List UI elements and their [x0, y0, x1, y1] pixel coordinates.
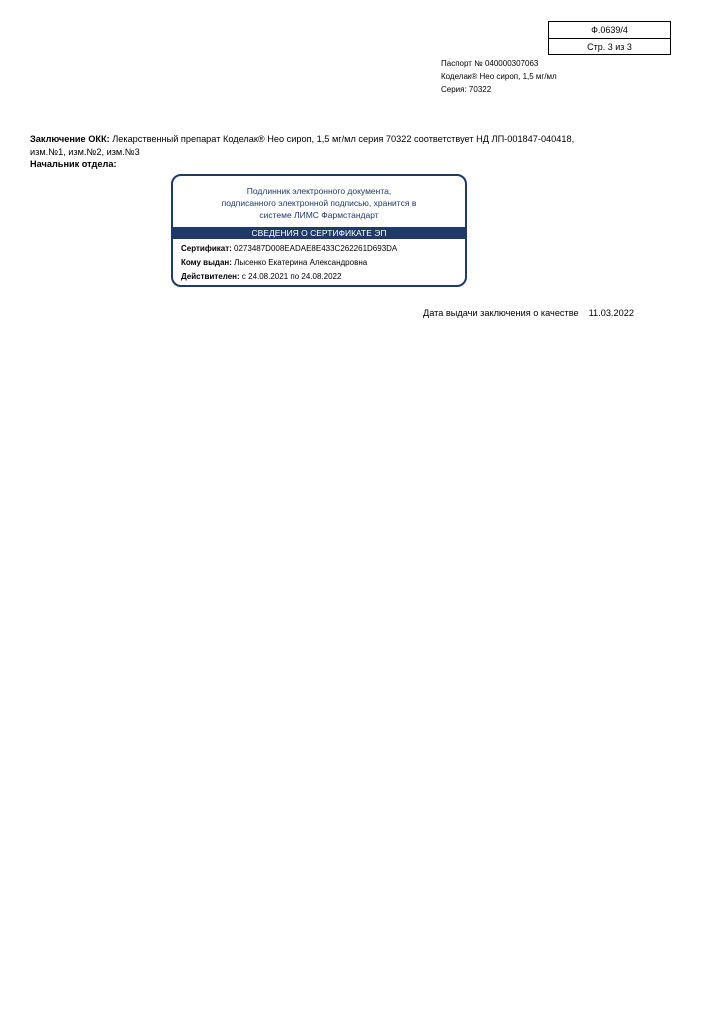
stamp-line-3: системе ЛИМС Фармстандарт [259, 210, 379, 220]
conclusion-text-2: изм.№1, изм.№2, изм.№3 [30, 147, 140, 157]
stamp-original-note [173, 176, 465, 225]
certificate-label: Сертификат: [181, 244, 232, 253]
passport-product: Коделак® Нео сироп, 1,5 мг/мл [441, 72, 557, 81]
electronic-signature-stamp [171, 174, 467, 287]
owner-label: Кому выдан: [181, 258, 232, 267]
issue-date-line [423, 308, 634, 318]
passport-number: Паспорт № 040000307063 [441, 59, 539, 68]
page-number: Стр. 3 из 3 [549, 38, 670, 55]
passport-series: Серия: 70322 [441, 85, 492, 94]
issue-date-label: Дата выдачи заключения о качестве [423, 308, 579, 318]
conclusion-text: Лекарственный препарат Коделак® Нео сироп, 1,5 мг/мл серия 70322 соответствует НД ЛП-001847-040418, [112, 134, 575, 144]
validity-value: с 24.08.2021 по 24.08.2022 [241, 272, 342, 281]
stamp-certificate-band: СВЕДЕНИЯ О СЕРТИФИКАТЕ ЭП [173, 227, 465, 239]
form-code: Ф.0639/4 [591, 25, 628, 35]
certificate-row [181, 242, 397, 256]
stamp-line-2: подписанного электронной подписью, хранится в [221, 198, 417, 208]
head-of-department-label: Начальник отдела: [30, 159, 117, 169]
owner-value: Лысенко Екатерина Александровна [234, 258, 368, 267]
certificate-value: 0273487D008EADAE8E433C262261D693DA [234, 244, 398, 253]
conclusion-block [30, 133, 590, 159]
owner-row [181, 256, 397, 270]
form-code-box [548, 21, 671, 55]
stamp-certificate-details [181, 242, 397, 284]
validity-label: Действителен: [181, 272, 240, 281]
passport-block [441, 57, 557, 96]
stamp-line-1: Подлинник электронного документа, [246, 186, 392, 196]
validity-row [181, 270, 397, 284]
issue-date-value: 11.03.2022 [588, 308, 634, 318]
conclusion-label: Заключение ОКК: [30, 134, 110, 144]
